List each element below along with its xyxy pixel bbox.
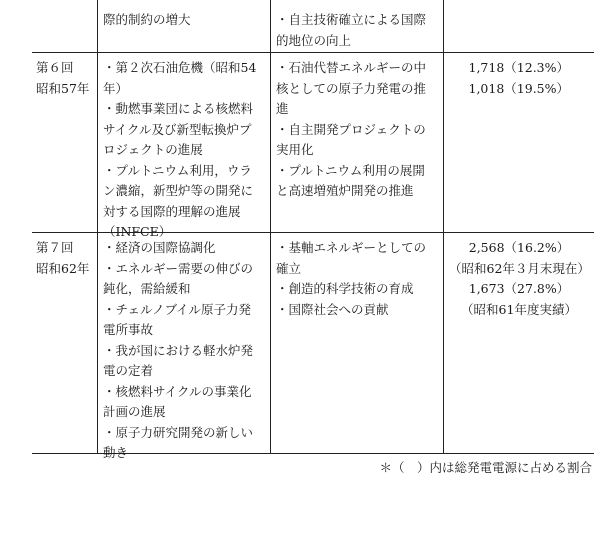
row7-policy-line-9: 計画の進展 (103, 404, 166, 419)
row7-policy-line-8: ・核燃料サイクルの事業化 (103, 383, 252, 399)
column-divider-3 (443, 0, 444, 454)
row7-goal-line-4: ・国際社会への貢献 (276, 301, 389, 317)
column-divider-2 (270, 0, 271, 454)
row7-policy-line-5: 電所事故 (103, 322, 154, 337)
row7-period-cell (36, 238, 89, 279)
row6-goal-line-4: ・自主開発プロジェクトの (276, 121, 426, 137)
row6-policy-line-6: ・プルトニウム利用，ウラ (103, 162, 252, 178)
top-goal-line-1: ・自主技術確立による国際 (276, 12, 427, 27)
row6-policy-line-9: （INFCE） (103, 224, 172, 239)
row6-goal-line-5: 実用化 (276, 142, 314, 157)
row6-capacity-line-1: 1,718（12.3%） (468, 60, 569, 75)
top-goal-cell (276, 10, 426, 51)
row6-policy-line-3: ・動燃事業団による核燃料 (103, 101, 254, 116)
row7-policy-line-2: ・エネルギー需要の伸びの (103, 260, 254, 276)
row7-goal-line-1: ・基軸エネルギーとしての (276, 240, 427, 255)
top-policy-cell (103, 10, 191, 31)
row7-goal-line-2: 確立 (276, 260, 302, 276)
row6-goal-line-2: 核としての原子力発電の推 (276, 80, 427, 96)
row7-capacity-line-4: （昭和61年度実績） (461, 301, 577, 317)
row7-goal-cell (276, 238, 426, 320)
row7-period-year: 昭和62年 (36, 260, 90, 276)
footnote: ＊（ ）内は総発電電源に占める割合 (379, 460, 592, 475)
row6-policy-line-4: サイクル及び新型転換炉プ (103, 121, 252, 137)
top-goal-line-2: 的地位の向上 (276, 32, 352, 48)
row6-policy-line-7: ン濃縮，新型炉等の開発に (103, 183, 254, 198)
row7-period-number: 第７回 (36, 240, 74, 255)
row6-policy-cell (103, 58, 256, 243)
row7-policy-line-10: ・原子力研究開発の新しい (103, 424, 254, 440)
row7-capacity-line-3: 1,673（27.8%） (468, 281, 570, 296)
row6-policy-line-8: 対する国際的理解の進展 (103, 203, 241, 219)
row6-period-number: 第６回 (36, 60, 74, 75)
row6-capacity-line-2: 1,018（19.5%） (468, 80, 569, 96)
row6-capacity-cell (449, 58, 569, 99)
row7-policy-line-11: 動き (103, 445, 129, 460)
row6-period-cell (36, 58, 89, 99)
row6-goal-cell (276, 58, 426, 202)
row7-policy-line-3: 鈍化，需給緩和 (103, 281, 191, 296)
row6-goal-line-6: ・プルトニウム利用の展開 (276, 162, 425, 178)
row6-goal-line-1: ・石油代替エネルギーの中 (276, 60, 427, 75)
row7-capacity-cell (449, 238, 589, 320)
column-divider-1 (97, 0, 98, 454)
row7-capacity-line-2: （昭和62年３月末現在） (449, 260, 590, 276)
table-rule-1 (32, 52, 594, 53)
row7-policy-line-1: ・経済の国際協調化 (103, 240, 216, 255)
row6-goal-line-7: と高速増殖炉開発の推進 (276, 183, 414, 198)
row7-policy-cell (103, 238, 253, 464)
row6-policy-line-5: ロジェクトの進展 (103, 142, 203, 157)
top-policy-text: 際的制約の増大 (103, 12, 191, 27)
row7-policy-line-7: 電の定着 (103, 363, 154, 378)
row7-goal-line-3: ・創造的科学技術の育成 (276, 281, 414, 296)
row6-policy-line-2: 年） (103, 80, 129, 96)
row7-policy-line-6: ・我が国における軽水炉発 (103, 342, 254, 358)
row6-goal-line-3: 進 (276, 101, 289, 116)
row6-period-year: 昭和57年 (36, 80, 90, 96)
row6-policy-line-1: ・第２次石油危機（昭和54 (103, 60, 257, 75)
row7-policy-line-4: ・チェルノブイル原子力発 (103, 301, 252, 317)
row7-capacity-line-1: 2,568（16.2%） (468, 240, 570, 255)
